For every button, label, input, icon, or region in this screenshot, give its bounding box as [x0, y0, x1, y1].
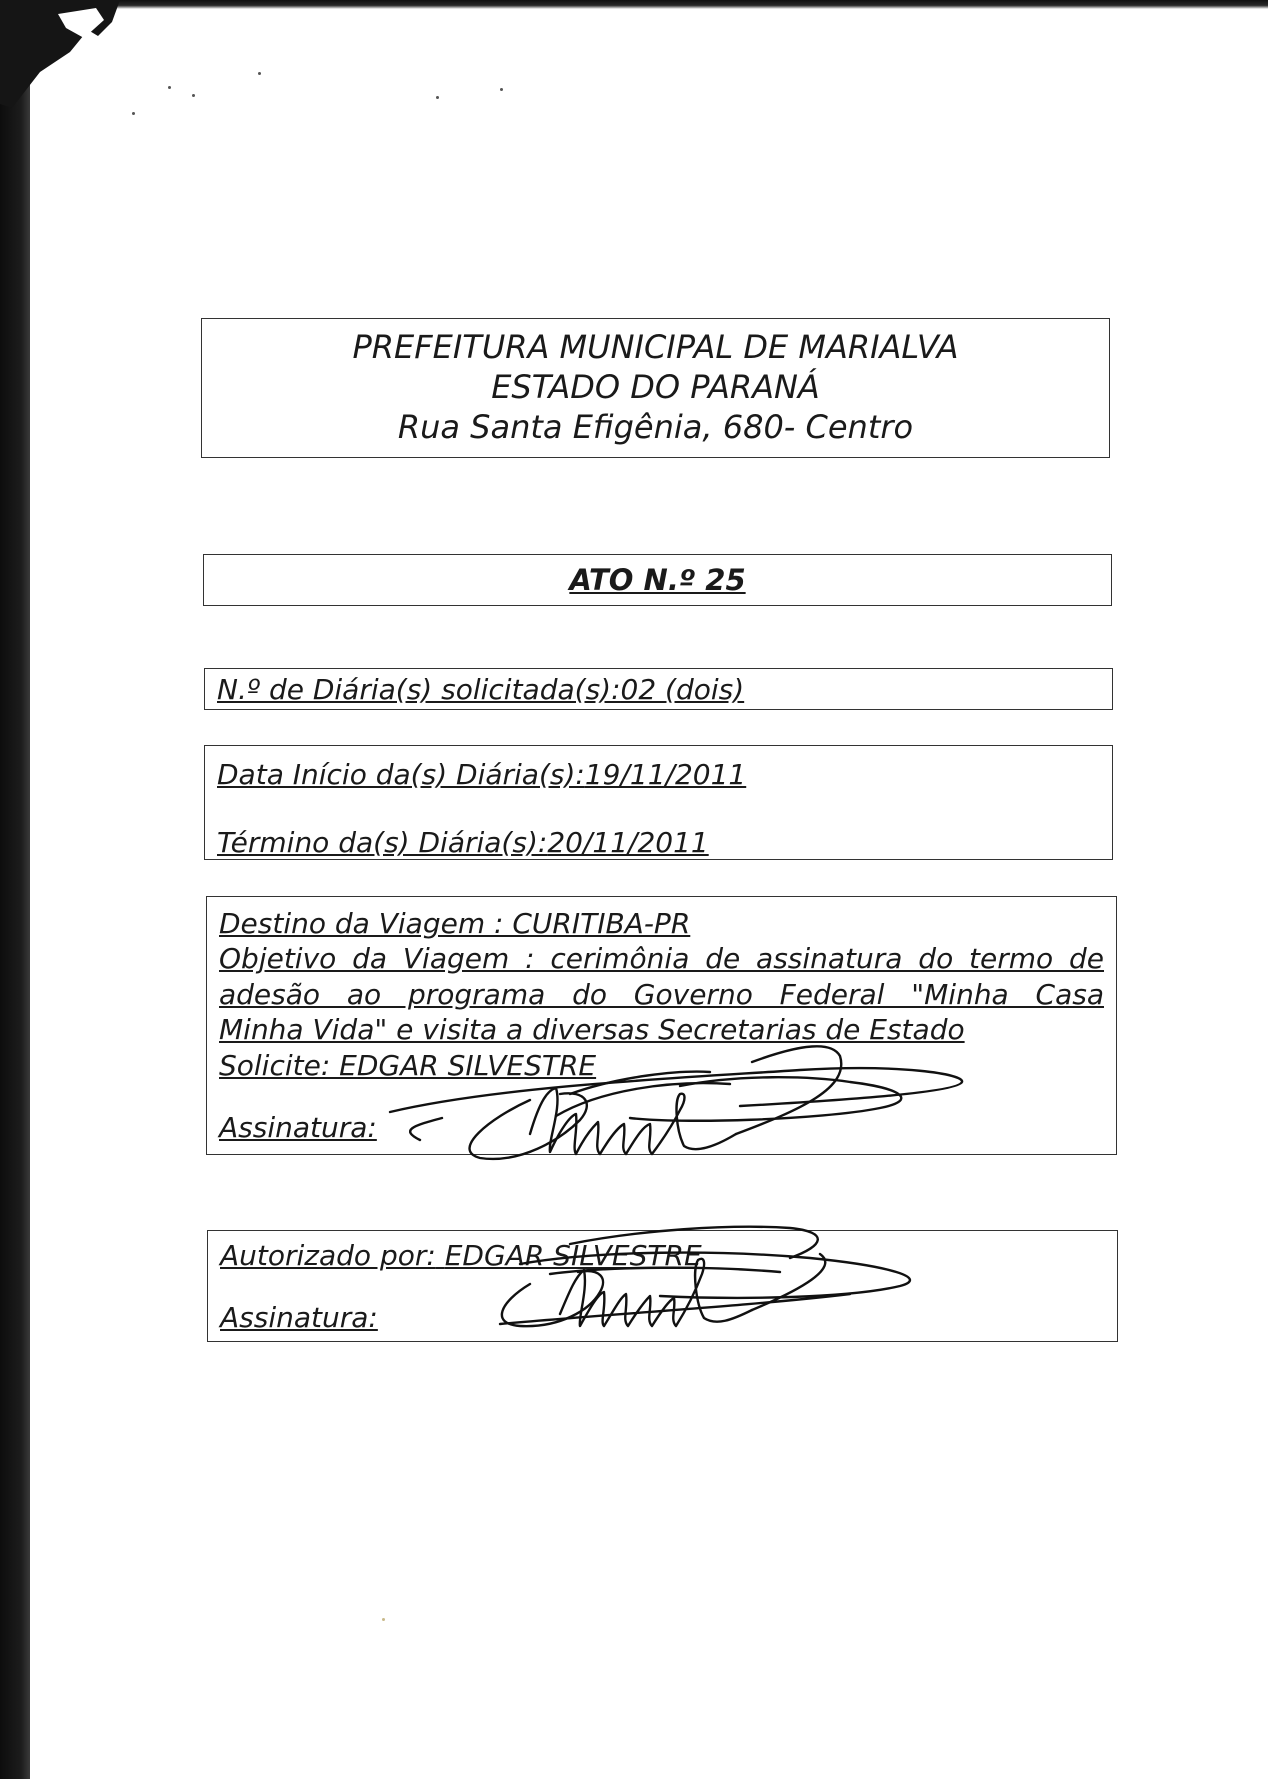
- speck: [500, 88, 503, 91]
- signature-solicitante: [380, 1030, 980, 1170]
- destino-line: Destino da Viagem : CURITIBA-PR: [219, 907, 691, 940]
- diarias-value: 02 (dois): [620, 673, 745, 706]
- data-termino-line: [217, 826, 765, 860]
- data-inicio-value: 19/11/2011: [584, 758, 747, 791]
- assinatura-label-2: Assinatura:: [220, 1301, 378, 1334]
- signature-autorizador: [460, 1214, 940, 1344]
- endereco: Rua Santa Efigênia, 680- Centro: [397, 408, 914, 446]
- objetivo-line-2: adesão ao programa do Governo Federal "Minha Casa: [219, 978, 1104, 1011]
- scan-border-left: [0, 0, 30, 1779]
- header-box: [201, 318, 1110, 458]
- speck: [436, 96, 439, 99]
- speck: [168, 86, 171, 89]
- diarias-line: [217, 673, 744, 707]
- autorizado-value: EDGAR SILVESTRE: [444, 1239, 702, 1272]
- assinatura-label: Assinatura:: [219, 1111, 377, 1144]
- solicite-line: Solicite: EDGAR SILVESTRE: [219, 1049, 597, 1082]
- speck: [192, 94, 195, 97]
- ato-title: ATO N.º 25: [569, 563, 746, 597]
- data-termino-label: Término da(s) Diária(s):: [217, 826, 548, 859]
- diarias-box: [204, 668, 1113, 710]
- torn-corner-mark: [0, 0, 140, 120]
- speck: [132, 112, 135, 115]
- objetivo-line-1: Objetivo da Viagem : cerimônia de assinatura do termo de: [219, 942, 1104, 975]
- diarias-label: N.º de Diária(s) solicitada(s):: [217, 673, 621, 706]
- scan-border-top: [0, 0, 1268, 9]
- data-inicio-label: Data Início da(s) Diária(s):: [217, 758, 585, 791]
- ato-box: [203, 554, 1112, 606]
- data-termino-value: 20/11/2011: [547, 826, 709, 859]
- data-inicio-line: [217, 758, 746, 792]
- speck: [258, 72, 261, 75]
- speck: [382, 1618, 385, 1621]
- datas-box: [204, 745, 1113, 860]
- objetivo-line-3: Minha Vida" e visita a diversas Secretarias de Estado: [219, 1013, 965, 1046]
- estado-name: ESTADO DO PARANÁ: [491, 368, 820, 406]
- autorizado-label: Autorizado por:: [220, 1239, 436, 1272]
- prefeitura-name: PREFEITURA MUNICIPAL DE MARIALVA: [352, 328, 959, 366]
